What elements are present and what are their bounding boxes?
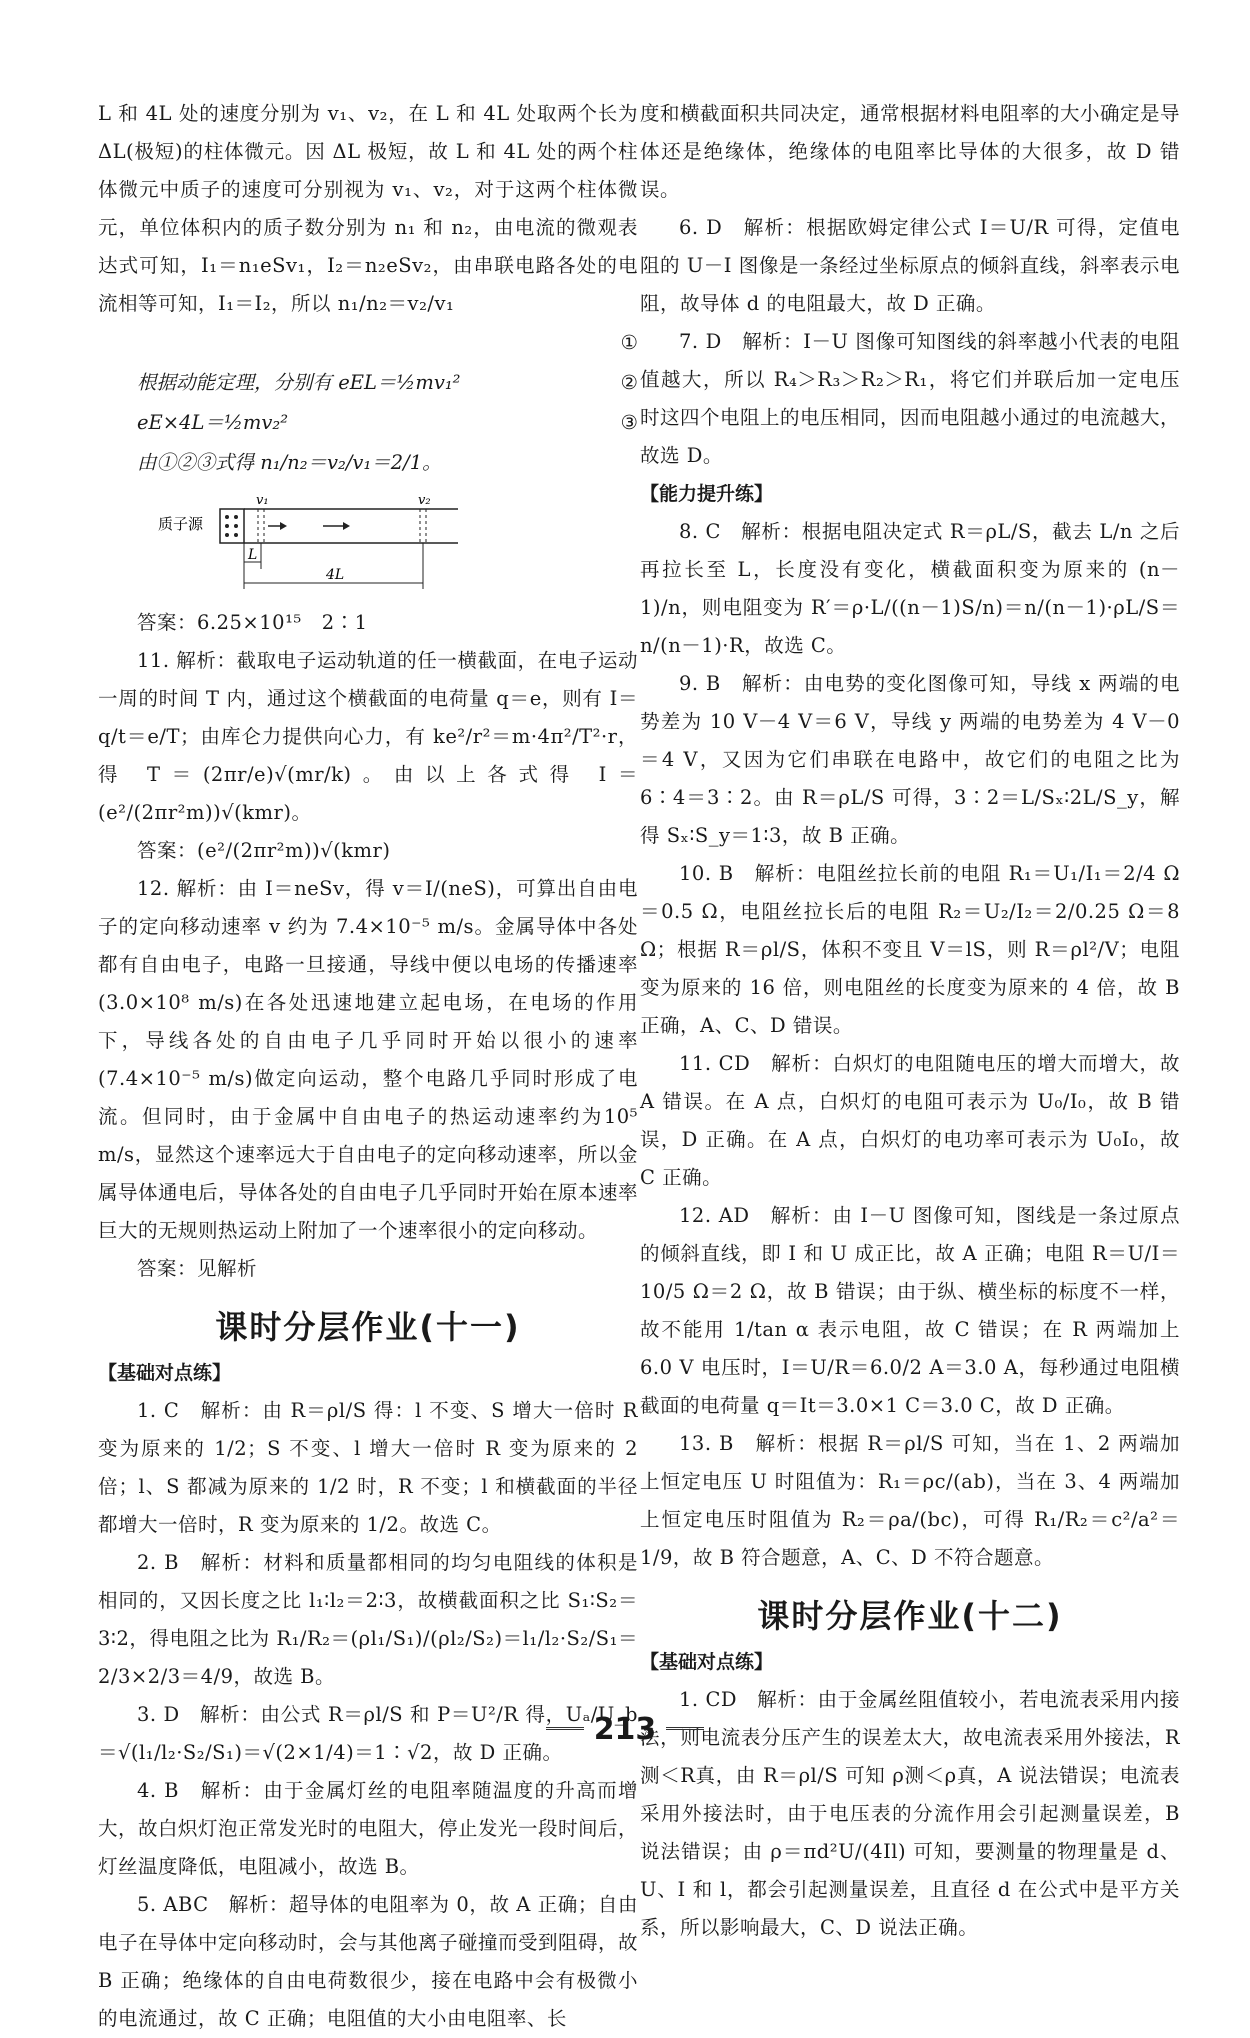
question-11: 11. 解析：截取电子运动轨道的任一横截面，在电子运动一周的时间 T 内，通过这个横截面的电荷量 q＝e，则有 I＝q/t＝e/T；由库仑力提供向心力，有 ke²/r²＝m·4π²/T²·r，得 T＝(2πr/e)√(mr/k)。由以上各式得 I＝(e²/(2πr²m))√(kmr)。 <box>98 649 638 824</box>
s11-question-6: 6. D 解析：根据欧姆定律公式 I＝U/R 可得，定值电阻的 U－I 图像是一条经过坐标原点的倾斜直线，斜率表示电阻，故导体 d 的电阻最大，故 D 正确。 <box>640 216 1180 315</box>
s11-question-7: 7. D 解析：I－U 图像可知图线的斜率越小代表的电阻值越大，所以 R₄＞R₃＞R₂＞R₁，将它们并联后加一定电压时这四个电阻上的电压相同，因而电阻越小通过的电流越大，故选 D。 <box>640 330 1181 467</box>
s11-question-2: 2. B 解析：材料和质量都相同的均匀电阻线的体积是相同的，又因长度之比 l₁∶l₂＝2∶3，故横截面积之比 S₁∶S₂＝3∶2，得电阻之比为 R₁/R₂＝(ρl₁/S₁)/(ρl₂/S₂)＝l₁/l₂·S₂/S₁＝2/3×2/3＝4/9，故选 B。 <box>98 1551 638 1688</box>
basic-practice-heading-12: 【基础对点练】 <box>640 1651 774 1673</box>
s11-question-10: 10. B 解析：电阻丝拉长前的电阻 R₁＝U₁/I₁＝2/4 Ω＝0.5 Ω，电阻丝拉长后的电阻 R₂＝U₂/I₂＝2/0.25 Ω＝8 Ω；根据 R＝ρl/S，体积不变且 V＝lS，则 R＝ρl²/V；电阻变为原来的 16 倍，则电阻丝的长度变为原来的 4 倍，故 B 正确，A、C、D 错误。 <box>640 862 1180 1037</box>
v1-label: v₁ <box>256 493 269 508</box>
dim-L-label: L <box>248 547 258 563</box>
equation-2: 根据动能定理，分别有 eEL＝½mv₁² <box>137 371 461 394</box>
dim-4L-label: 4L <box>326 567 345 583</box>
proton-beam-diagram <box>158 489 638 594</box>
s11-question-5: 5. ABC 解析：超导体的电阻率为 0，故 A 正确；自由电子在导体中定向移动时，会与其他离子碰撞而受到阻碍，故 B 正确；绝缘体的自由电荷数很少，接在电路中会有极微小的电流通过，故 C 正确；电阻值的大小由电阻率、长 <box>98 1893 639 2030</box>
equation-2-row <box>98 363 638 403</box>
section-title-12: 课时分层作业(十二) <box>757 1597 1063 1635</box>
equation-3-number: ③ <box>620 411 638 434</box>
s11-question-11: 11. CD 解析：白炽灯的电阻随电压的增大而增大，故 A 错误。在 A 点，白炽灯的电阻可表示为 U₀/I₀，故 B 错误，D 正确。在 A 点，白炽灯的电功率可表示为 U₀I₀，故 C 正确。 <box>640 1052 1180 1189</box>
s11-question-3: 3. D 解析：由公式 R＝ρl/S 和 P＝U²/R 得，Uₐ/U_b＝√(l₁/l₂·S₂/S₁)＝√(2×1/4)＝1∶√2，故 D 正确。 <box>98 1703 638 1764</box>
equation-result-row <box>98 443 638 483</box>
page-number-rule-left <box>546 1727 584 1734</box>
proton-beam-figure <box>158 489 478 594</box>
proton-source-box <box>220 509 244 543</box>
v2-label: v₂ <box>418 493 431 508</box>
page-number <box>0 1712 1250 1747</box>
page-number-text: 213 <box>593 1712 657 1747</box>
q10-continuation: L 和 4L 处的速度分别为 v₁、v₂，在 L 和 4L 处取两个长为 ΔL(极短)的柱体微元。因 ΔL 极短，故 L 和 4L 处的两个柱体微元中质子的速度可分别视为 v₁、v₂，对于这两个柱体微元，单位体积内的质子数分别为 n₁ 和 n₂，由电流的微观表达式可知，I₁＝n₁eSv₁，I₂＝n₂eSv₂，由串联电路各处的电流相等可知，I₁＝I₂，所以 n₁/n₂＝v₂/v₁ <box>98 102 638 315</box>
improvement-practice-heading: 【能力提升练】 <box>640 483 774 505</box>
equation-1-number: ① <box>620 331 638 354</box>
s11-question-12: 12. AD 解析：由 I－U 图像可知，图线是一条过原点的倾斜直线，即 I 和 U 成正比，故 A 正确；电阻 R＝U/I＝10/5 Ω＝2 Ω，故 B 错误；由于纵、横坐标的标度不一样，故不能用 1/tan α 表示电阻，故 C 错误；在 R 两端加上 6.0 V 电压时，I＝U/R＝6.0/2 A＝3.0 A，每秒通过电阻横截面的电荷量 q＝It＝3.0×1 C＝3.0 C，故 D 正确。 <box>640 1204 1180 1417</box>
section-title-11: 课时分层作业(十一) <box>215 1308 521 1346</box>
s12-question-1: 1. CD 解析：由于金属丝阻值较小，若电流表采用内接法，则电流表分压产生的误差太大，故电流表采用外接法，R测＜R真，由 R＝ρl/S 可知 ρ测＜ρ真，A 说法错误；电流表采用外接法时，由于电压表的分流作用会引起测量误差，B 说法错误；由 ρ＝πd²U/(4Il) 可知，要测量的物理量是 d、U、I 和 l，都会引起测量误差，且直径 d 在公式中是平方关系，所以影响最大，C、D 说法正确。 <box>640 1688 1180 1939</box>
proton-dots <box>225 515 238 537</box>
equation-result: 由①②③式得 n₁/n₂＝v₂/v₁＝2/1。 <box>137 451 442 474</box>
s11-question-5-continuation: 度和横截面积共同决定，通常根据材料电阻率的大小确定是导体还是绝缘体，绝缘体的电阻率比导体的大很多，故 D 错误。 <box>640 102 1181 201</box>
equation-3-row <box>98 403 638 443</box>
s11-question-4: 4. B 解析：由于金属灯丝的电阻率随温度的升高而增大，故白炽灯泡正常发光时的电阻大，停止发光一段时间后，灯丝温度降低，电阻减小，故选 B。 <box>98 1779 639 1878</box>
equation-3: eE×4L＝½mv₂² <box>137 411 289 434</box>
page-number-rule-right <box>666 1727 704 1734</box>
s11-question-13: 13. B 解析：根据 R＝ρl/S 可知，当在 1、2 两端加上恒定电压 U 时阻值为：R₁＝ρc/(ab)，当在 3、4 两端加上恒定电压时阻值为 R₂＝ρa/(bc)，可得 R₁/R₂＝c²/a²＝1/9，故 B 符合题意，A、C、D 不符合题意。 <box>640 1432 1180 1569</box>
arrow-1-head <box>280 522 287 530</box>
question-12: 12. 解析：由 I＝neSv，得 v＝I/(neS)，可算出自由电子的定向移动速率 v 约为 7.4×10⁻⁵ m/s。金属导体中各处都有自由电子，电路一旦接通，导线中便以电场的传播速率(3.0×10⁸ m/s)在各处迅速地建立起电场，在电场的作用下，导线各处的自由电子几乎同时开始以很小的速率(7.4×10⁻⁵ m/s)做定向运动，整个电路几乎同时形成了电流。但同时，由于金属中自由电子的热运动速率约为10⁵ m/s，显然这个速率远大于自由电子的定向移动速率，所以金属导体通电后，导体各处的自由电子几乎同时开始在原本速率巨大的无规则热运动上附加了一个速率很小的定向移动。 <box>98 877 639 1242</box>
answer-10: 答案：6.25×10¹⁵ 2∶1 <box>137 611 368 634</box>
right-column <box>640 95 1180 1947</box>
s11-question-9: 9. B 解析：由电势的变化图像可知，导线 x 两端的电势差为 10 V－4 V＝6 V，导线 y 两端的电势差为 4 V－0＝4 V，又因为它们串联在电路中，故它们的电阻之比为 6∶4＝3∶2。由 R＝ρL/S 可得，3∶2＝L/Sₓ∶2L/S_y，解得 Sₓ∶S_y＝1∶3，故 B 正确。 <box>640 672 1180 847</box>
s11-question-8: 8. C 解析：根据电阻决定式 R＝ρL/S，截去 L/n 之后再拉长至 L，长度没有变化，横截面积变为原来的 (n－1)/n，则电阻变为 R′＝ρ·L/((n－1)S/n)＝n/(n－1)·ρL/S＝n/(n－1)·R，故选 C。 <box>640 520 1180 657</box>
answer-12: 答案：见解析 <box>137 1257 258 1280</box>
arrow-2-head <box>343 522 350 530</box>
proton-source-label: 质子源 <box>158 515 204 533</box>
s11-question-1: 1. C 解析：由 R＝ρl/S 得：l 不变、S 增大一倍时 R 变为原来的 1/2；S 不变、l 增大一倍时 R 变为原来的 2 倍；l、S 都减为原来的 1/2 时，R 不变；l 和横截面的半径都增大一倍时，R 变为原来的 1/2。故选 C。 <box>98 1399 638 1536</box>
answer-11: 答案：(e²/(2πr²m))√(kmr) <box>137 839 391 862</box>
equation-1-row <box>98 323 638 363</box>
basic-practice-heading: 【基础对点练】 <box>98 1362 232 1384</box>
equation-2-number: ② <box>620 371 638 394</box>
